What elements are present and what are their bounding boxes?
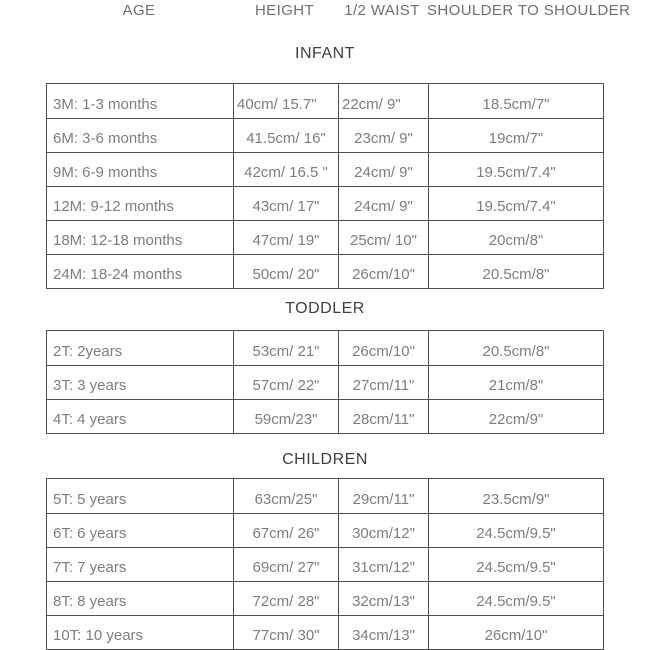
cell-height: 72cm/ 28": [233, 582, 338, 615]
size-table: [46, 330, 604, 434]
cell-shoulder: 21cm/8": [428, 366, 603, 399]
column-header: AGE: [122, 2, 156, 19]
cell-age: 3T: 3 years: [53, 377, 127, 394]
cell-age: 7T: 7 years: [53, 559, 127, 576]
cell-waist: 30cm/12": [338, 514, 428, 547]
cell-shoulder: 19.5cm/7.4": [428, 187, 603, 220]
cell-age: 10T: 10 years: [53, 627, 144, 644]
table-row: [47, 581, 603, 615]
size-table: [46, 83, 604, 289]
cell-shoulder: 24.5cm/9.5": [428, 514, 603, 547]
cell-height: 63cm/25": [233, 479, 338, 513]
cell-shoulder: 26cm/10": [428, 616, 603, 649]
cell-shoulder: 22cm/9": [428, 400, 603, 433]
cell-waist: 28cm/11": [338, 400, 428, 433]
cell-age: 12M: 9-12 months: [53, 198, 174, 215]
table-row: [47, 186, 603, 220]
cell-waist: 27cm/11": [338, 366, 428, 399]
table-row: [47, 118, 603, 152]
cell-age: 2T: 2years: [53, 343, 123, 360]
table-row: [47, 152, 603, 186]
section-title: INFANT: [295, 45, 355, 62]
cell-waist: 32cm/13": [338, 582, 428, 615]
cell-shoulder: 18.5cm/7": [428, 84, 603, 118]
cell-age: 6T: 6 years: [53, 525, 127, 542]
cell-height: 59cm/23": [233, 400, 338, 433]
cell-shoulder: 19.5cm/7.4": [428, 153, 603, 186]
cell-height: 57cm/ 22": [233, 366, 338, 399]
cell-age: 24M: 18-24 months: [53, 266, 183, 283]
table-row: [47, 547, 603, 581]
cell-height: 69cm/ 27": [233, 548, 338, 581]
cell-height: 43cm/ 17": [233, 187, 338, 220]
cell-waist: 25cm/ 10": [338, 221, 428, 254]
table-row: [47, 513, 603, 547]
cell-waist: 29cm/11": [338, 479, 428, 513]
table-row: [47, 615, 603, 649]
cell-age: 8T: 8 years: [53, 593, 127, 610]
column-header: SHOULDER TO SHOULDER: [427, 2, 631, 19]
cell-height: 77cm/ 30": [233, 616, 338, 649]
table-row: [47, 479, 603, 513]
cell-waist: 23cm/ 9": [338, 119, 428, 152]
section-title: CHILDREN: [282, 451, 368, 468]
table-row: [47, 254, 603, 288]
cell-waist: 24cm/ 9": [338, 153, 428, 186]
cell-height: 40cm/ 15.7": [233, 84, 338, 118]
cell-waist: 31cm/12": [338, 548, 428, 581]
cell-shoulder: 20.5cm/8": [428, 331, 603, 365]
cell-height: 41.5cm/ 16": [233, 119, 338, 152]
table-row: [47, 365, 603, 399]
column-header: 1/2 WAIST: [344, 2, 420, 19]
table-row: [47, 399, 603, 433]
cell-waist: 22cm/ 9": [338, 84, 428, 118]
cell-height: 42cm/ 16.5 ": [233, 153, 338, 186]
cell-shoulder: 24.5cm/9.5": [428, 582, 603, 615]
cell-age: 18M: 12-18 months: [53, 232, 183, 249]
table-row: [47, 331, 603, 365]
column-header: HEIGHT: [254, 2, 315, 19]
size-table: [46, 478, 604, 650]
cell-shoulder: 23.5cm/9": [428, 479, 603, 513]
cell-age: 6M: 3-6 months: [53, 130, 158, 147]
cell-age: 4T: 4 years: [53, 411, 127, 428]
cell-waist: 26cm/10": [338, 255, 428, 288]
cell-age: 3M: 1-3 months: [53, 96, 158, 113]
cell-age: 5T: 5 years: [53, 491, 127, 508]
cell-shoulder: 20.5cm/8": [428, 255, 603, 288]
cell-shoulder: 19cm/7": [428, 119, 603, 152]
cell-height: 47cm/ 19": [233, 221, 338, 254]
cell-height: 67cm/ 26": [233, 514, 338, 547]
cell-height: 53cm/ 21": [233, 331, 338, 365]
cell-waist: 34cm/13": [338, 616, 428, 649]
section-title: TODDLER: [285, 300, 365, 317]
cell-waist: 24cm/ 9": [338, 187, 428, 220]
cell-age: 9M: 6-9 months: [53, 164, 158, 181]
cell-height: 50cm/ 20": [233, 255, 338, 288]
column-header-row: [46, 2, 631, 19]
table-row: [47, 84, 603, 118]
cell-shoulder: 24.5cm/9.5": [428, 548, 603, 581]
cell-waist: 26cm/10": [338, 331, 428, 365]
cell-shoulder: 20cm/8": [428, 221, 603, 254]
table-row: [47, 220, 603, 254]
